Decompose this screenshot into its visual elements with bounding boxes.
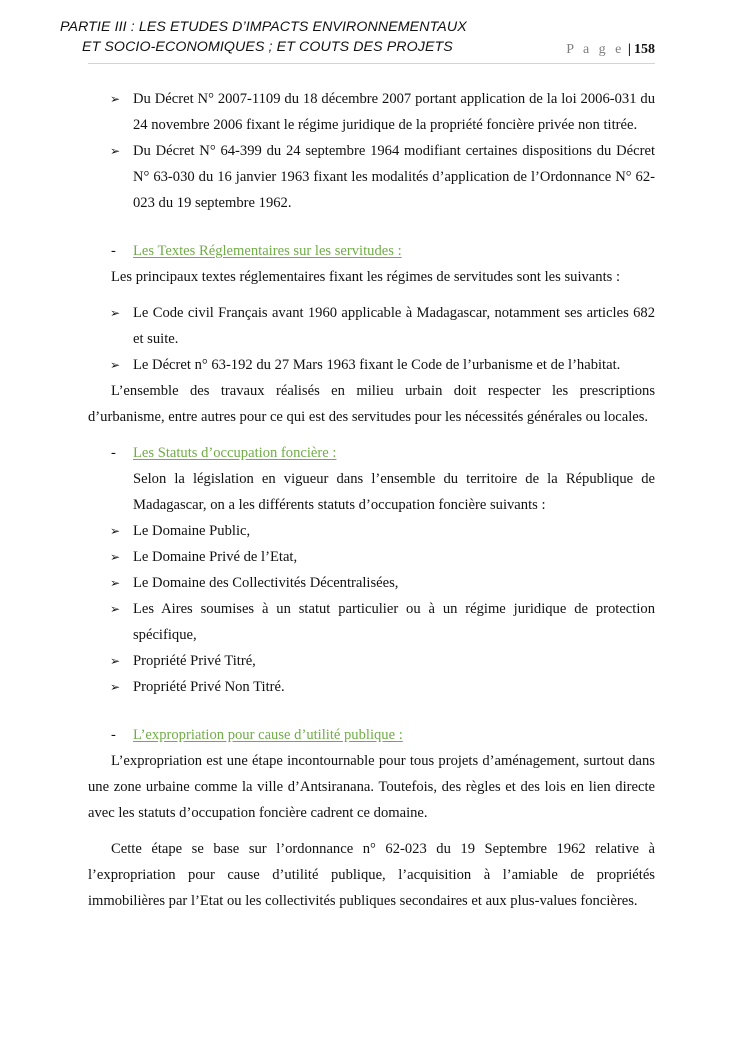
list-item <box>88 674 655 700</box>
list-item-text: Le Domaine Privé de l’Etat, <box>133 549 298 565</box>
list-item-text: Le Décret n° 63-192 du 27 Mars 1963 fixant le Code de l’urbanisme et de l’habitat. <box>133 357 621 373</box>
page-number-block <box>566 42 655 58</box>
statuts-intro: Selon la législation en vigueur dans l’ensemble du territoire de la République de Madagascar, on a les différents statuts d’occupation foncière suivants : <box>133 471 655 513</box>
list-item-text: Propriété Privé Titré, <box>133 653 256 669</box>
section-heading-text: Les Textes Réglementaires sur les servitudes : <box>133 243 402 259</box>
list-item <box>88 352 655 378</box>
arrow-bullet-icon: ➢ <box>110 358 121 372</box>
list-item <box>88 544 655 570</box>
list-item <box>88 518 655 544</box>
section-heading-text: Les Statuts d’occupation foncière : <box>133 445 337 461</box>
servitudes-intro: Les principaux textes réglementaires fixant les régimes de servitudes sont les suivants : <box>111 269 621 285</box>
list-item-text: Propriété Privé Non Titré. <box>133 679 285 695</box>
header-divider <box>88 63 655 64</box>
list-item-text: Les Aires soumises à un statut particulier ou à un régime juridique de protection spécifique, <box>133 601 655 643</box>
arrow-bullet-icon: ➢ <box>110 524 121 538</box>
expropriation-paragraph-2: Cette étape se base sur l’ordonnance n° 62-023 du 19 Septembre 1962 relative à l’expropriation pour cause d’utilité publique, l’acquisition à l’amiable de propriétés immobilières par l’Etat ou les collectivités publiques secondaires et aux plus-values foncières. <box>88 841 655 909</box>
expropriation-paragraph-1: L’expropriation est une étape incontournable pour tous projets d’aménagement, surtout dans une zone urbaine comme la ville d’Antsiranana. Toutefois, des règles et des lois en lien directe avec les statuts d’occupation foncière cadrent ce domaine. <box>88 753 655 821</box>
servitudes-paragraph: L’ensemble des travaux réalisés en milieu urbain doit respecter les prescriptions d’urbanisme, entre autres pour ce qui est des servitudes pour les nécessités générales ou locales. <box>88 383 655 425</box>
arrow-bullet-icon: ➢ <box>110 654 121 668</box>
page-label: P a g e <box>566 42 625 57</box>
arrow-bullet-icon: ➢ <box>110 92 121 106</box>
list-item <box>88 138 655 216</box>
list-item <box>88 570 655 596</box>
list-item-text: Le Code civil Français avant 1960 applicable à Madagascar, notamment ses articles 682 et suite. <box>133 305 655 347</box>
list-item-text: Le Domaine Public, <box>133 523 251 539</box>
header-title-line1: PARTIE III : LES ETUDES D’IMPACTS ENVIRONNEMENTAUX <box>60 19 467 35</box>
page-separator: | <box>627 42 631 57</box>
dash-marker: - <box>111 727 116 743</box>
list-item <box>88 86 655 138</box>
arrow-bullet-icon: ➢ <box>110 550 121 564</box>
section-heading-statuts <box>88 440 655 466</box>
list-item-text: Le Domaine des Collectivités Décentralisées, <box>133 575 399 591</box>
dash-marker: - <box>111 445 116 461</box>
page-number: 158 <box>634 42 655 57</box>
arrow-bullet-icon: ➢ <box>110 602 121 616</box>
arrow-bullet-icon: ➢ <box>110 144 121 158</box>
list-item <box>88 648 655 674</box>
arrow-bullet-icon: ➢ <box>110 306 121 320</box>
section-heading-expropriation <box>88 722 655 748</box>
arrow-bullet-icon: ➢ <box>110 680 121 694</box>
section-heading-text: L’expropriation pour cause d’utilité publique : <box>133 727 403 743</box>
list-item <box>88 300 655 352</box>
arrow-bullet-icon: ➢ <box>110 576 121 590</box>
page-body <box>88 86 655 914</box>
list-item-text: Du Décret N° 2007-1109 du 18 décembre 2007 portant application de la loi 2006-031 du 24 novembre 2006 fixant le régime juridique de la propriété foncière privée non titrée. <box>133 91 655 133</box>
list-item-text: Du Décret N° 64-399 du 24 septembre 1964 modifiant certaines dispositions du Décret N° 63-030 du 16 janvier 1963 fixant les modalités d’application de l’Ordonnance N° 62-023 du 19 septembre 1962. <box>133 143 655 211</box>
header-title-line2: ET SOCIO-ECONOMIQUES ; ET COUTS DES PROJETS <box>82 39 453 55</box>
dash-marker: - <box>111 243 116 259</box>
section-heading-servitudes <box>88 238 655 264</box>
running-header-title <box>60 17 467 57</box>
list-item <box>88 596 655 648</box>
